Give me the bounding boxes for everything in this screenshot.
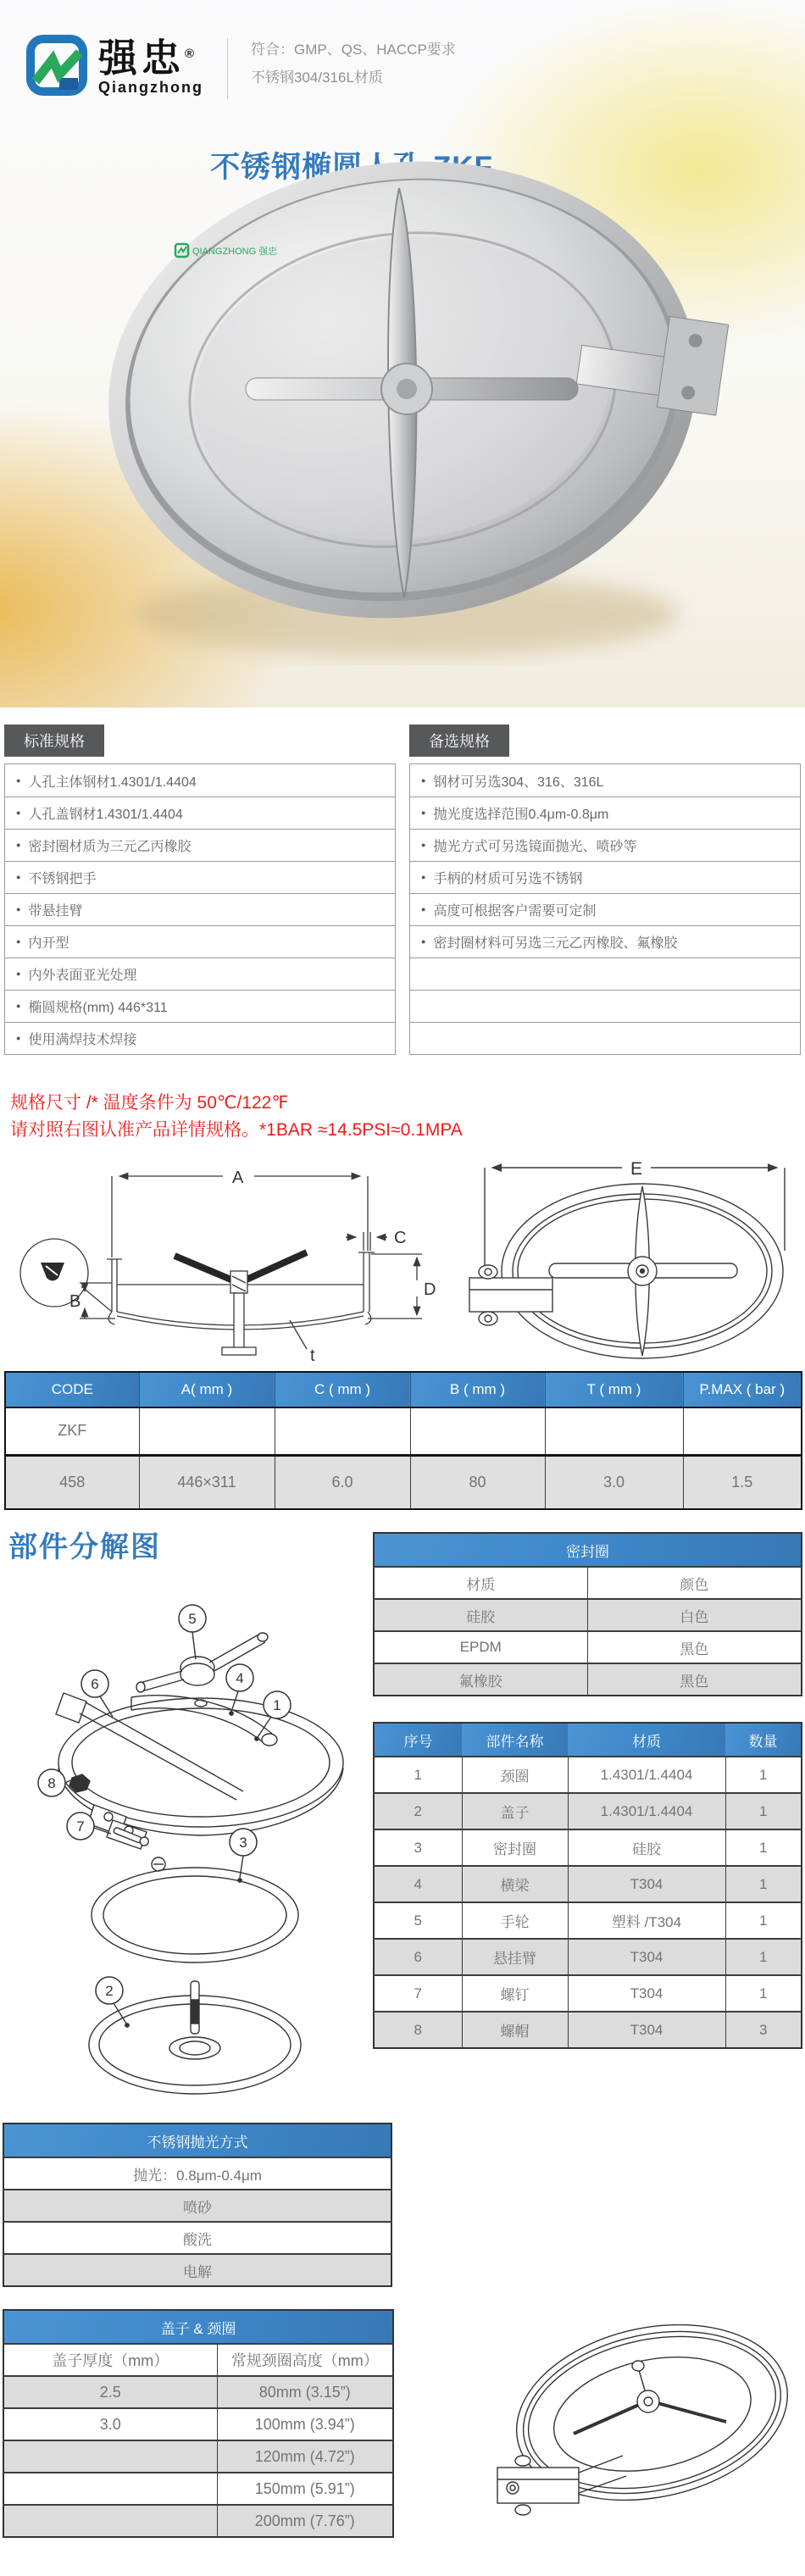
tagline-line-1: 符合：GMP、QS、HACCP要求 bbox=[251, 42, 456, 58]
standard-specs-list bbox=[4, 763, 396, 1055]
bullet-icon: ● bbox=[421, 808, 426, 817]
list-item bbox=[5, 893, 395, 925]
list-item bbox=[5, 1022, 395, 1054]
spec-notes bbox=[10, 1090, 463, 1144]
cell: 1 bbox=[725, 1793, 802, 1829]
cell: 150mm (5.91”) bbox=[217, 2473, 393, 2505]
table-row bbox=[3, 2376, 393, 2408]
notes-line-2: 请对照右图认准产品详情规格。*1BAR ≈14.5PSI≈0.1MPA bbox=[10, 1120, 463, 1140]
cell: 3 bbox=[374, 1829, 462, 1866]
table-row bbox=[3, 2473, 393, 2505]
dim-label-d: D bbox=[424, 1280, 436, 1299]
optional-specs-list bbox=[409, 763, 801, 1055]
cell: EPDM bbox=[374, 1631, 587, 1663]
table-title: 密封圈 bbox=[374, 1533, 802, 1567]
col-header: 数量 bbox=[725, 1723, 802, 1757]
dim-label-c: C bbox=[394, 1229, 407, 1247]
cell: T304 bbox=[568, 1975, 725, 2012]
list-item bbox=[5, 990, 395, 1022]
cell: 颈圈 bbox=[462, 1757, 568, 1793]
table-title: 不锈钢抛光方式 bbox=[3, 2124, 391, 2157]
callout-2 bbox=[96, 1977, 123, 2004]
cell bbox=[3, 2473, 217, 2505]
top-view-diagram bbox=[441, 1152, 801, 1369]
cell: 1 bbox=[725, 1757, 802, 1793]
cell: 盖子 bbox=[462, 1793, 568, 1829]
table-row bbox=[374, 1829, 802, 1866]
cell: 螺钉 bbox=[462, 1975, 568, 2012]
svg-text:8: 8 bbox=[47, 1775, 56, 1791]
bullet-icon: ● bbox=[421, 775, 426, 785]
cell: 7 bbox=[374, 1975, 462, 2012]
tagline-line-2: 不锈钢304/316L材质 bbox=[251, 69, 383, 86]
bullet-icon: ● bbox=[16, 841, 21, 849]
callout-1 bbox=[264, 1691, 291, 1718]
svg-text:3: 3 bbox=[239, 1835, 247, 1851]
list-item-label: 抛光度选择范围0.4μm-0.8μm bbox=[433, 808, 609, 822]
cell: 1 bbox=[725, 1829, 802, 1866]
list-item bbox=[5, 829, 395, 861]
brand-logo-icon bbox=[25, 34, 88, 100]
cell: 80 bbox=[410, 1455, 545, 1509]
cell: 手轮 bbox=[462, 1902, 568, 1939]
cell: 酸洗 bbox=[3, 2222, 391, 2254]
list-item bbox=[5, 958, 395, 990]
cell: 4 bbox=[374, 1866, 462, 1902]
list-item-label: 人孔主体钢材1.4301/1.4404 bbox=[28, 774, 197, 790]
page-title: 不锈钢椭圆人孔 ZKF bbox=[210, 151, 493, 184]
svg-text:7: 7 bbox=[76, 1818, 85, 1835]
brand-name-en: Qiangzhong bbox=[98, 79, 203, 97]
cell: 1 bbox=[725, 1939, 802, 1975]
cell: 1.4301/1.4404 bbox=[568, 1757, 725, 1793]
parts-table-header-row bbox=[374, 1723, 802, 1757]
callout-4 bbox=[226, 1664, 253, 1691]
cell: 6 bbox=[374, 1939, 462, 1975]
col-header: B ( mm ) bbox=[410, 1372, 545, 1407]
cell: 黑色 bbox=[587, 1631, 802, 1663]
table-row bbox=[374, 1793, 802, 1829]
bullet-icon: ● bbox=[421, 905, 426, 913]
cell: 3.0 bbox=[3, 2408, 217, 2440]
callout-8 bbox=[38, 1769, 65, 1796]
standard-specs-box bbox=[4, 724, 396, 1055]
table-row bbox=[374, 1663, 802, 1696]
col-header: P.MAX ( bar ) bbox=[683, 1372, 802, 1407]
col-header: 材质 bbox=[568, 1723, 725, 1757]
cover-neck-table bbox=[3, 2309, 394, 2538]
bullet-icon: ● bbox=[16, 1002, 21, 1010]
callout-5 bbox=[179, 1605, 206, 1632]
dim-label-a: A bbox=[232, 1169, 244, 1187]
table-row bbox=[3, 2157, 391, 2190]
cell: ZKF bbox=[5, 1407, 139, 1455]
cell: 螺帽 bbox=[462, 2012, 568, 2048]
list-item-label: 密封圈材质为三元乙丙橡胶 bbox=[28, 840, 192, 854]
callout-3 bbox=[230, 1829, 257, 1856]
dim-label-t: t bbox=[310, 1346, 315, 1365]
list-item-empty bbox=[410, 1022, 800, 1054]
list-item-label: 钢材可另选304、316、316L bbox=[433, 774, 604, 790]
list-item-empty bbox=[410, 958, 800, 990]
cell bbox=[410, 1407, 545, 1455]
table-row bbox=[5, 1455, 802, 1509]
brand-text bbox=[98, 34, 203, 97]
table-row bbox=[374, 1757, 802, 1793]
standard-specs-tab: 标准规格 bbox=[4, 724, 104, 757]
cell: 5 bbox=[374, 1902, 462, 1939]
cell: 电解 bbox=[3, 2254, 391, 2286]
table-row bbox=[3, 2505, 393, 2537]
list-item bbox=[410, 893, 800, 925]
col-header: A( mm ) bbox=[139, 1372, 275, 1407]
cross-section-diagram bbox=[8, 1158, 436, 1369]
cell: 喷砂 bbox=[3, 2190, 391, 2222]
table-title: 盖子 & 颈圈 bbox=[3, 2310, 393, 2344]
registered-mark: ® bbox=[185, 47, 195, 61]
cell bbox=[139, 1407, 275, 1455]
optional-specs-tab: 备选规格 bbox=[409, 724, 509, 757]
cell: 1.4301/1.4404 bbox=[568, 1793, 725, 1829]
col-header: 部件名称 bbox=[462, 1723, 568, 1757]
col-header: 序号 bbox=[374, 1723, 462, 1757]
svg-text:4: 4 bbox=[236, 1670, 244, 1686]
table-row bbox=[374, 1939, 802, 1975]
list-item bbox=[5, 764, 395, 797]
bullet-icon: ● bbox=[16, 905, 21, 913]
list-item bbox=[5, 925, 395, 958]
header-divider bbox=[227, 38, 228, 99]
bullet-icon: ● bbox=[421, 937, 426, 946]
cell: 抛光：0.8μm-0.4μm bbox=[3, 2157, 391, 2190]
product-photo bbox=[72, 119, 733, 695]
col-header: CODE bbox=[5, 1372, 139, 1407]
dim-label-b: B bbox=[69, 1292, 81, 1311]
cell: 3 bbox=[725, 2012, 802, 2048]
callout-7 bbox=[67, 1813, 94, 1840]
brand-name-cn: 强忠® bbox=[98, 36, 195, 80]
list-item bbox=[410, 764, 800, 797]
table-row bbox=[3, 2254, 391, 2286]
table-row bbox=[374, 1631, 802, 1663]
col-header: 常规颈圈高度（mm） bbox=[217, 2344, 393, 2376]
cell: 6.0 bbox=[275, 1455, 410, 1509]
cell: 颜色 bbox=[587, 1567, 802, 1599]
list-item-label: 不锈钢把手 bbox=[28, 872, 97, 886]
optional-specs-box bbox=[409, 724, 801, 1055]
col-header: C ( mm ) bbox=[275, 1372, 410, 1407]
cell: 密封圈 bbox=[462, 1829, 568, 1866]
list-item-label: 密封圈材料可另选三元乙丙橡胶、氟橡胶 bbox=[433, 936, 678, 951]
cell: 200mm (7.76”) bbox=[217, 2505, 393, 2537]
dim-label-e: E bbox=[630, 1159, 643, 1179]
cell: 硅胶 bbox=[374, 1599, 587, 1631]
cell: 氟橡胶 bbox=[374, 1663, 587, 1696]
cell bbox=[3, 2440, 217, 2473]
list-item-label: 人孔盖钢材1.4301/1.4404 bbox=[28, 808, 183, 822]
header-tagline bbox=[251, 36, 456, 92]
size-table bbox=[4, 1371, 802, 1510]
cell bbox=[3, 2505, 217, 2537]
list-item-label: 内外表面亚光处理 bbox=[28, 969, 137, 983]
cell: 材质 bbox=[374, 1567, 587, 1599]
cell bbox=[275, 1407, 410, 1455]
table-row bbox=[374, 1599, 802, 1631]
list-item-label: 椭圆规格(mm) 446*311 bbox=[28, 1001, 168, 1015]
exploded-view-title: 部件分解图 bbox=[8, 1531, 161, 1563]
cell: 458 bbox=[5, 1455, 139, 1509]
cell: 塑料 /T304 bbox=[568, 1902, 725, 1939]
cell: 横梁 bbox=[462, 1866, 568, 1902]
bullet-icon: ● bbox=[16, 775, 21, 785]
hero-section bbox=[0, 0, 805, 708]
cell: 1.5 bbox=[683, 1455, 802, 1509]
cell: T304 bbox=[568, 2012, 725, 2048]
list-item bbox=[5, 797, 395, 829]
bullet-icon: ● bbox=[16, 937, 21, 946]
cell: T304 bbox=[568, 1866, 725, 1902]
svg-text:2: 2 bbox=[105, 1983, 114, 1999]
table-row bbox=[3, 2344, 393, 2376]
table-row bbox=[3, 2222, 391, 2254]
list-item bbox=[410, 925, 800, 958]
cell: 446×311 bbox=[139, 1455, 275, 1509]
cell: 1 bbox=[374, 1757, 462, 1793]
cell: 悬挂臂 bbox=[462, 1939, 568, 1975]
col-header: 盖子厚度（mm） bbox=[3, 2344, 217, 2376]
cell: 3.0 bbox=[545, 1455, 683, 1509]
list-item-empty bbox=[410, 990, 800, 1022]
table-row bbox=[374, 1567, 802, 1599]
list-item-label: 内开型 bbox=[28, 936, 69, 951]
cell: 白色 bbox=[587, 1599, 802, 1631]
bullet-icon: ● bbox=[421, 873, 426, 881]
svg-text:5: 5 bbox=[188, 1611, 197, 1627]
list-item-label: 高度可根据客户需要可定制 bbox=[433, 904, 597, 919]
list-item-label: 手柄的材质可另选不锈钢 bbox=[433, 872, 583, 886]
callout-6 bbox=[81, 1670, 108, 1697]
cell: 80mm (3.15”) bbox=[217, 2376, 393, 2408]
table-row bbox=[3, 2190, 391, 2222]
bullet-icon: ● bbox=[16, 1034, 21, 1042]
svg-text:1: 1 bbox=[273, 1697, 281, 1713]
cell: 120mm (4.72”) bbox=[217, 2440, 393, 2473]
cell: 硅胶 bbox=[568, 1829, 725, 1866]
list-item bbox=[5, 861, 395, 893]
polish-methods-table bbox=[3, 2123, 392, 2287]
list-item-label: 使用满焊技术焊接 bbox=[28, 1033, 137, 1047]
bullet-icon: ● bbox=[421, 841, 426, 849]
notes-line-1: 规格尺寸 /* 温度条件为 50℃/122℉ bbox=[10, 1093, 289, 1113]
bullet-icon: ● bbox=[16, 969, 21, 978]
size-table-header-row bbox=[5, 1372, 802, 1407]
hero-watermark: QIANGZHONG 强忠 bbox=[192, 247, 278, 257]
table-row bbox=[5, 1407, 802, 1455]
bullet-icon: ● bbox=[16, 873, 21, 881]
parts-table bbox=[373, 1722, 802, 2049]
list-item bbox=[410, 829, 800, 861]
list-item-label: 抛光方式可另选镜面抛光、喷砂等 bbox=[433, 840, 637, 854]
cell: 2.5 bbox=[3, 2376, 217, 2408]
cell bbox=[683, 1407, 802, 1455]
cell: T304 bbox=[568, 1939, 725, 1975]
bullet-icon: ● bbox=[16, 808, 21, 817]
list-item-label: 带悬挂臂 bbox=[28, 904, 83, 919]
exploded-diagram bbox=[13, 1583, 369, 2112]
cell: 100mm (3.94”) bbox=[217, 2408, 393, 2440]
table-row bbox=[3, 2440, 393, 2473]
manhole-line-drawing bbox=[479, 2288, 805, 2551]
cell: 1 bbox=[725, 1975, 802, 2012]
cell: 1 bbox=[725, 1866, 802, 1902]
cell: 1 bbox=[725, 1902, 802, 1939]
list-item bbox=[410, 797, 800, 829]
table-row bbox=[3, 2408, 393, 2440]
svg-text:6: 6 bbox=[91, 1676, 99, 1692]
col-header: T ( mm ) bbox=[545, 1372, 683, 1407]
table-row bbox=[374, 1866, 802, 1902]
cell: 8 bbox=[374, 2012, 462, 2048]
cell bbox=[545, 1407, 683, 1455]
table-row bbox=[374, 1902, 802, 1939]
cell: 黑色 bbox=[587, 1663, 802, 1696]
list-item bbox=[410, 861, 800, 893]
brand-logo bbox=[25, 34, 203, 100]
seal-ring-table bbox=[373, 1532, 802, 1696]
table-row bbox=[374, 2012, 802, 2048]
table-row bbox=[374, 1975, 802, 2012]
cell: 2 bbox=[374, 1793, 462, 1829]
